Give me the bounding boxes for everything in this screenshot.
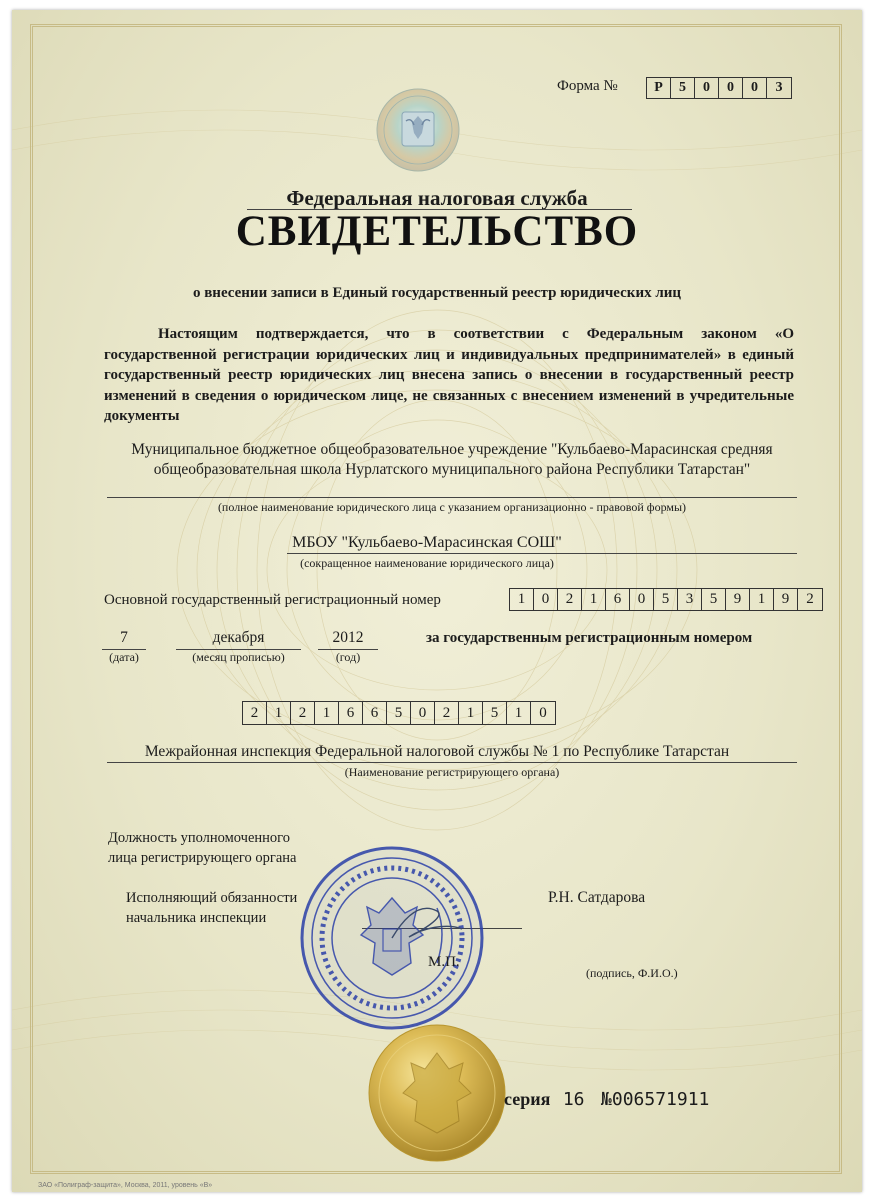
gold-hologram-seal-icon <box>367 1023 507 1163</box>
form-code-char: 0 <box>743 78 767 98</box>
role-line: начальника инспекции <box>126 910 267 926</box>
grn-digit: 1 <box>459 702 483 724</box>
series-number: №006571911 <box>601 1089 710 1110</box>
ogrn-digit: 1 <box>582 589 606 610</box>
mp-mark: М.П. <box>428 954 460 970</box>
series-block <box>504 1089 709 1110</box>
ogrn-digit: 3 <box>678 589 702 610</box>
grn-digit: 5 <box>387 702 411 724</box>
date-month-caption: (месяц прописью) <box>192 650 285 664</box>
certificate-sheet <box>12 10 862 1192</box>
printer-note: ЗАО «Полиграф-защита», Москва, 2011, уровень «В» <box>38 1182 213 1189</box>
ogrn-digit: 5 <box>654 589 678 610</box>
reg-number-label: за государственным регистрационным номером <box>426 630 753 646</box>
form-code-char: Р <box>647 78 671 98</box>
position-line: Должность уполномоченного <box>108 830 291 846</box>
document-title: СВИДЕТЕЛЬСТВО <box>235 208 639 255</box>
entity-full-name: Муниципальное бюджетное общеобразовательное учреждение "Кульбаево-Марасинская средняя общеобразовательная школа Нурлатского муниципального района Республики Татарстан" <box>131 441 773 478</box>
date-year: 2012 <box>332 629 364 646</box>
form-code-char: 0 <box>695 78 719 98</box>
grn-digit: 1 <box>507 702 531 724</box>
grn-digit: 2 <box>291 702 315 724</box>
authority-caption: (Наименование регистрирующего органа) <box>344 765 560 779</box>
ogrn-label: Основной государственный регистрационный номер <box>104 592 441 608</box>
grn-digit: 6 <box>363 702 387 724</box>
short-name-underline <box>287 553 797 554</box>
position-line: лица регистрирующего органа <box>108 850 297 866</box>
position-title <box>108 828 296 868</box>
ogrn-digit: 9 <box>774 589 798 610</box>
statement-paragraph: Настоящим подтверждается, что в соответствии с Федеральным законом «О государственной регистрации юридических лиц и индивидуальных предпринимателей» в единый государственный реестр юридических лиц внесена запись о внесении в государственный реестр изменений в сведения о юридическом лице, не связанных с внесением изменений в учредительные документы <box>104 326 794 424</box>
role-line: Исполняющий обязанности <box>126 890 298 906</box>
hologram-emblem-icon <box>375 87 461 173</box>
grn-digit: 6 <box>339 702 363 724</box>
ogrn-digit: 0 <box>630 589 654 610</box>
form-label: Форма № <box>557 78 618 94</box>
date-day-caption: (дата) <box>109 650 139 664</box>
grn-digit: 2 <box>243 702 267 724</box>
entity-short-name: МБОУ "Кульбаево-Марасинская СОШ" <box>292 534 562 551</box>
grn-digit: 2 <box>435 702 459 724</box>
ogrn-digit: 5 <box>702 589 726 610</box>
ogrn-digit: 2 <box>558 589 582 610</box>
ogrn-digit: 1 <box>510 589 534 610</box>
form-code-char: 3 <box>775 80 783 95</box>
grn-digit: 1 <box>267 702 291 724</box>
authority-name: Межрайонная инспекция Федеральной налоговой службы № 1 по Республике Татарстан <box>144 743 730 760</box>
form-code-char: 5 <box>671 78 695 98</box>
signer-role <box>126 888 297 928</box>
series-value: 16 <box>562 1089 585 1110</box>
agency-name: Федеральная налоговая служба <box>286 186 588 210</box>
ogrn-digit: 1 <box>750 589 774 610</box>
date-month: декабря <box>212 629 265 646</box>
signature-caption: (подпись, Ф.И.О.) <box>586 966 678 980</box>
grn-digit: 5 <box>483 702 507 724</box>
form-code-char: 0 <box>719 78 743 98</box>
date-day: 7 <box>120 629 128 646</box>
ogrn-digit: 2 <box>806 591 814 607</box>
ogrn-digit: 6 <box>606 589 630 610</box>
official-stamp-icon <box>297 843 487 1033</box>
short-name-caption: (сокращенное наименование юридического лица) <box>300 556 554 570</box>
grn-digit: 0 <box>411 702 435 724</box>
authority-underline <box>107 762 797 763</box>
ogrn-digit: 0 <box>534 589 558 610</box>
document-subtitle: о внесении записи в Единый государственный реестр юридических лиц <box>192 285 682 301</box>
ogrn-digit: 9 <box>726 589 750 610</box>
form-code <box>646 77 792 99</box>
grn-digit: 0 <box>539 704 547 721</box>
date-year-caption: (год) <box>335 650 361 664</box>
grn-digit: 1 <box>315 702 339 724</box>
full-name-underline <box>107 497 797 498</box>
ogrn-number <box>509 588 823 611</box>
grn-number <box>242 701 556 725</box>
full-name-caption: (полное наименование юридического лица с указанием организационно - правовой формы) <box>217 500 687 514</box>
series-label: серия <box>504 1089 551 1109</box>
signer-name: Р.Н. Сатдарова <box>548 889 646 906</box>
